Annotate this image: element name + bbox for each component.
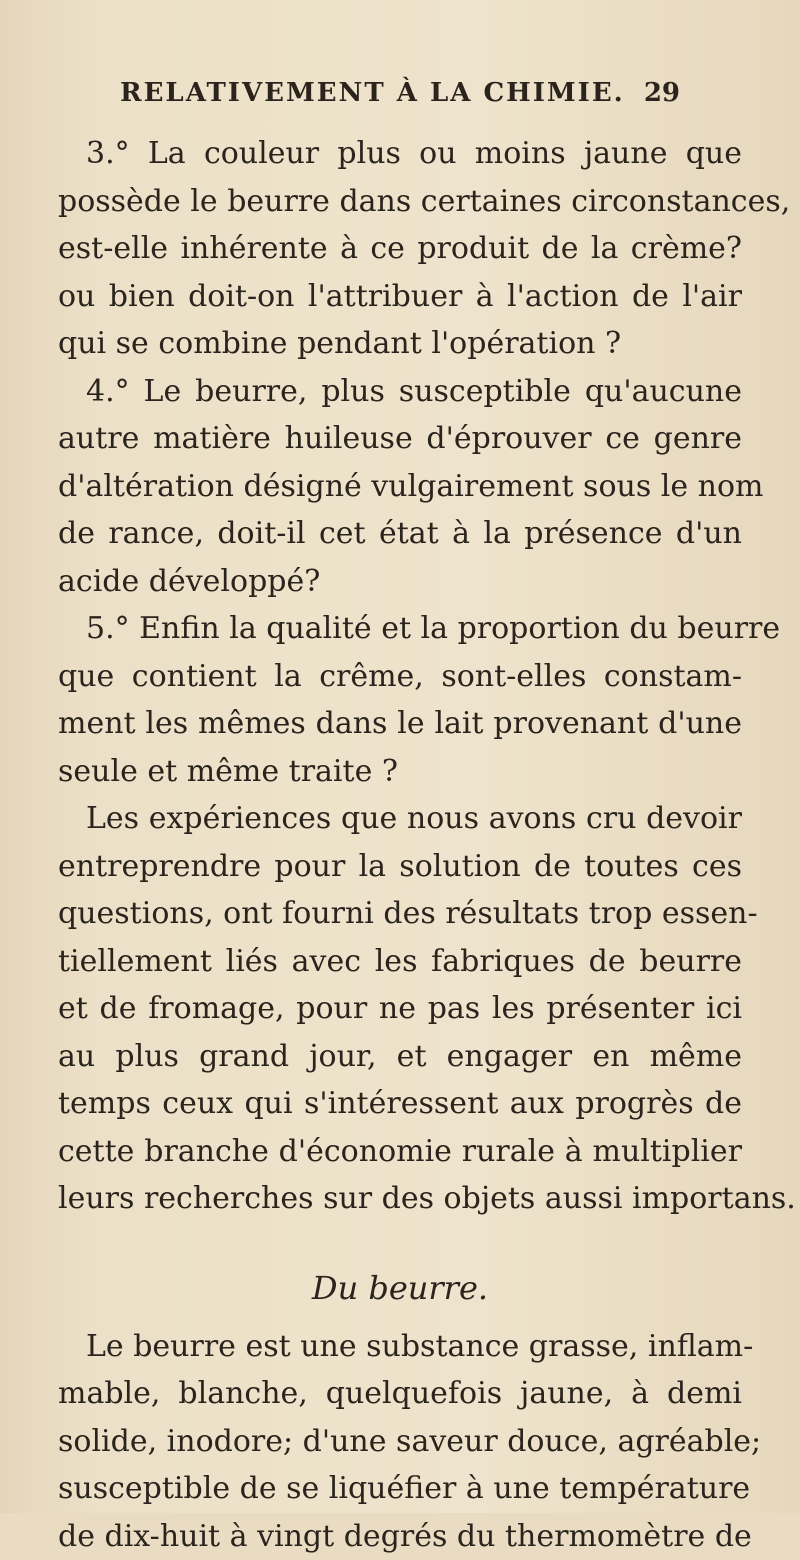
text-line: que contient la crême, sont-elles constam-: [58, 653, 742, 701]
text-line: entreprendre pour la solution de toutes ces: [58, 843, 742, 891]
text-line: 3.° La couleur plus ou moins jaune que: [58, 130, 742, 178]
text-line: solide, inodore; d'une saveur douce, agréable;: [58, 1418, 742, 1466]
running-title: RELATIVEMENT À LA CHIMIE.: [120, 78, 625, 108]
text-line: seule et même traite ?: [58, 748, 742, 796]
text-line: cette branche d'économie rurale à multiplier: [58, 1128, 742, 1176]
section-title: Du beurre.: [58, 1233, 742, 1323]
text-line: temps ceux qui s'intéressent aux progrès de: [58, 1080, 742, 1128]
text-line: d'altération désigné vulgairement sous le nom: [58, 463, 742, 511]
text-line: Les expériences que nous avons cru devoir: [58, 795, 742, 843]
text-line: questions, ont fourni des résultats trop essen-: [58, 890, 742, 938]
text-line: acide développé?: [58, 558, 742, 606]
text-line: ou bien doit-on l'attribuer à l'action de l'air: [58, 273, 742, 321]
text-line: de dix-huit à vingt degrés du thermomètre de: [58, 1513, 742, 1560]
text-line: ment les mêmes dans le lait provenant d'une: [58, 700, 742, 748]
page-number: 29: [644, 78, 680, 108]
text-line: autre matière huileuse d'éprouver ce genre: [58, 415, 742, 463]
text-line: tiellement liés avec les fabriques de beurre: [58, 938, 742, 986]
text-line: au plus grand jour, et engager en même: [58, 1033, 742, 1081]
body-text: [58, 130, 742, 1560]
text-line: 4.° Le beurre, plus susceptible qu'aucune: [58, 368, 742, 416]
text-line: est-elle inhérente à ce produit de la crème?: [58, 225, 742, 273]
text-line: possède le beurre dans certaines circonstances,: [58, 178, 742, 226]
page-header: [120, 78, 680, 114]
text-line: susceptible de se liquéfier à une température: [58, 1465, 742, 1513]
text-line: mable, blanche, quelquefois jaune, à demi: [58, 1370, 742, 1418]
text-line: qui se combine pendant l'opération ?: [58, 320, 742, 368]
text-line: et de fromage, pour ne pas les présenter ici: [58, 985, 742, 1033]
text-line: Le beurre est une substance grasse, inflam-: [58, 1323, 742, 1371]
text-line: leurs recherches sur des objets aussi importans.: [58, 1175, 742, 1223]
text-line: 5.° Enfin la qualité et la proportion du beurre: [58, 605, 742, 653]
text-line: de rance, doit-il cet état à la présence d'un: [58, 510, 742, 558]
